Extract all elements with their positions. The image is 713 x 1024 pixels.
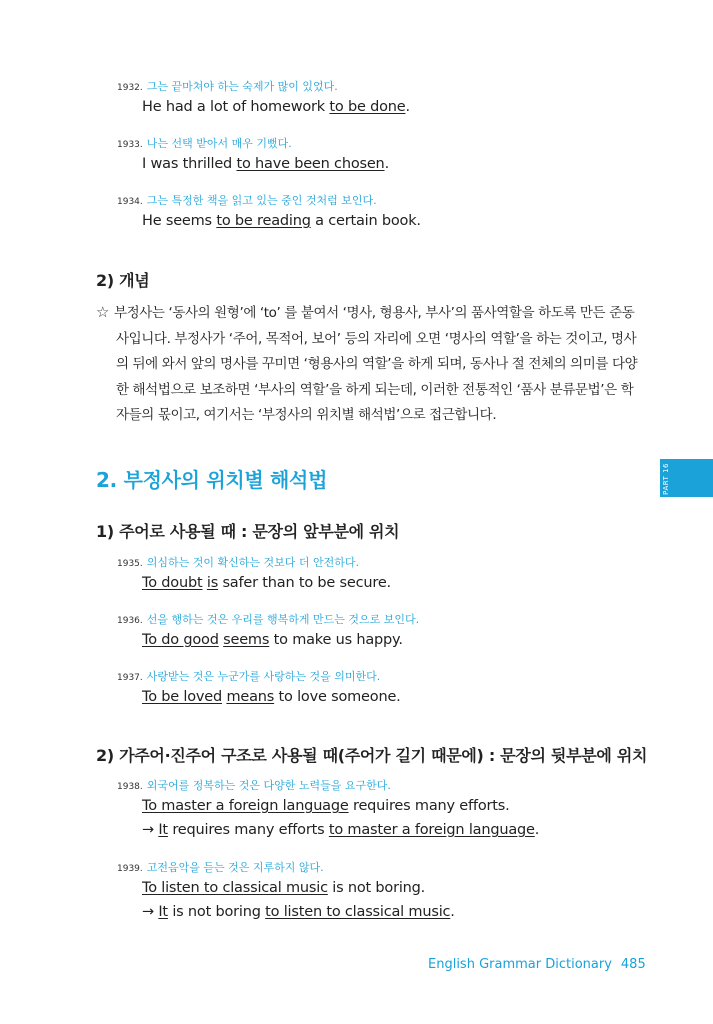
concept-paragraph — [96, 300, 636, 429]
korean-sentence: 사랑받는 것은 누군가를 사랑하는 것을 의미한다. — [146, 670, 381, 683]
underlined-phrase: to master a foreign language — [328, 822, 535, 838]
english-sentence — [142, 689, 401, 705]
sentence-text: . — [534, 822, 540, 838]
korean-sentence: 그는 끝마쳐야 하는 숙제가 많이 있었다. — [146, 80, 338, 93]
example-number: 1934. — [117, 197, 143, 207]
underlined-phrase: To do good — [142, 632, 219, 648]
part-tab-label: PART 16 — [662, 463, 670, 495]
subsection-heading-1: 1) 주어로 사용될 때 : 문장의 앞부분에 위치 — [96, 522, 400, 541]
sentence-text: to make us happy. — [269, 632, 403, 648]
english-sentence — [142, 632, 403, 648]
sentence-text: is not boring. — [327, 880, 426, 896]
sentence-text: requires many efforts. — [348, 798, 510, 814]
example-number: 1937. — [117, 673, 143, 683]
korean-sentence: 그는 특정한 책을 읽고 있는 중인 것처럼 보인다. — [146, 194, 377, 207]
underlined-phrase: means — [226, 689, 275, 705]
underlined-phrase: to be reading — [216, 213, 311, 229]
sentence-text: safer than to be secure. — [218, 575, 391, 591]
example-number: 1936. — [117, 616, 143, 626]
korean-sentence: 선을 행하는 것은 우리를 행복하게 만드는 것으로 보인다. — [146, 613, 420, 626]
section-title: 2. 부정사의 위치별 해석법 — [96, 468, 328, 492]
book-title: English Grammar Dictionary — [428, 957, 612, 972]
concept-line: 부정사는 ‘동사의 원형’에 ‘to’ 를 붙여서 ‘명사, 형용사, 부사’의 품사역할을 하도록 만든 준동 — [114, 305, 635, 321]
underlined-phrase: To be loved — [142, 689, 223, 705]
korean-sentence: 의심하는 것이 확신하는 것보다 더 안전하다. — [146, 556, 360, 569]
korean-sentence: 고전음악을 듣는 것은 지루하지 않다. — [146, 861, 324, 874]
english-sentence — [142, 156, 389, 172]
example-number: 1932. — [117, 83, 143, 93]
underlined-phrase: is — [206, 575, 219, 591]
underlined-phrase: to listen to classical music — [265, 904, 451, 920]
sentence-text: → — [142, 822, 159, 838]
page-footer — [428, 957, 646, 972]
example-number: 1938. — [117, 782, 143, 792]
underlined-phrase: To doubt — [142, 575, 203, 591]
underlined-phrase: seems — [223, 632, 270, 648]
example-number: 1935. — [117, 559, 143, 569]
korean-sentence: 나는 선택 받아서 매우 기뻤다. — [146, 137, 292, 150]
concept-line: 자들의 몫이고, 여기서는 ‘부정사의 위치별 해석법’으로 접근합니다. — [116, 407, 497, 423]
sentence-text: → — [142, 904, 159, 920]
underlined-phrase: To listen to classical music — [142, 880, 328, 896]
sentence-text: I was thrilled — [142, 156, 237, 172]
sentence-text: He seems — [142, 213, 217, 229]
concept-heading: 2) 개념 — [96, 271, 150, 290]
concept-line: 한 해석법으로 보조하면 ‘부사의 역할’을 하게 되는데, 이러한 전통적인 ‘품사 분류문법’은 학 — [116, 381, 634, 398]
underlined-phrase: to have been chosen — [236, 156, 385, 172]
english-sentence-rewrite — [142, 822, 539, 838]
underlined-phrase: to be done — [329, 99, 406, 115]
concept-line: 의 뒤에 와서 앞의 명사를 꾸미면 ‘형용사의 역할’을 하게 되며, 동사나 절 전체의 의미를 다양 — [116, 356, 638, 372]
example-number: 1933. — [117, 140, 143, 150]
sentence-text: a certain book. — [310, 213, 421, 229]
english-sentence — [142, 99, 410, 115]
sentence-text: . — [450, 904, 455, 920]
english-sentence — [142, 798, 510, 814]
underlined-phrase: To master a foreign language — [142, 798, 349, 814]
part-tab — [660, 459, 713, 497]
english-sentence — [142, 575, 391, 591]
sentence-text: He had a lot of homework — [142, 99, 330, 115]
subsection-heading-2: 2) 가주어·진주어 구조로 사용될 때(주어가 길기 때문에) : 문장의 뒷부분에 위치 — [96, 746, 648, 765]
english-sentence-rewrite — [142, 904, 455, 920]
sentence-text: . — [384, 156, 389, 172]
english-sentence — [142, 213, 421, 229]
concept-line: 사입니다. 부정사가 ‘주어, 목적어, 보어’ 등의 자리에 오면 ‘명사의 역할’을 하는 것이고, 명사 — [116, 330, 637, 347]
sentence-text: . — [405, 99, 410, 115]
underlined-phrase: It — [158, 822, 168, 838]
english-sentence — [142, 880, 425, 896]
sentence-text: to love someone. — [274, 689, 401, 705]
page-number: 485 — [620, 957, 646, 972]
sentence-text: is not boring — [167, 904, 266, 920]
example-number: 1939. — [117, 864, 143, 874]
korean-sentence: 외국어를 정복하는 것은 다양한 노력들을 요구한다. — [146, 779, 391, 792]
star-icon: ☆ — [96, 303, 110, 321]
underlined-phrase: It — [158, 904, 168, 920]
sentence-text: requires many efforts — [167, 822, 329, 838]
